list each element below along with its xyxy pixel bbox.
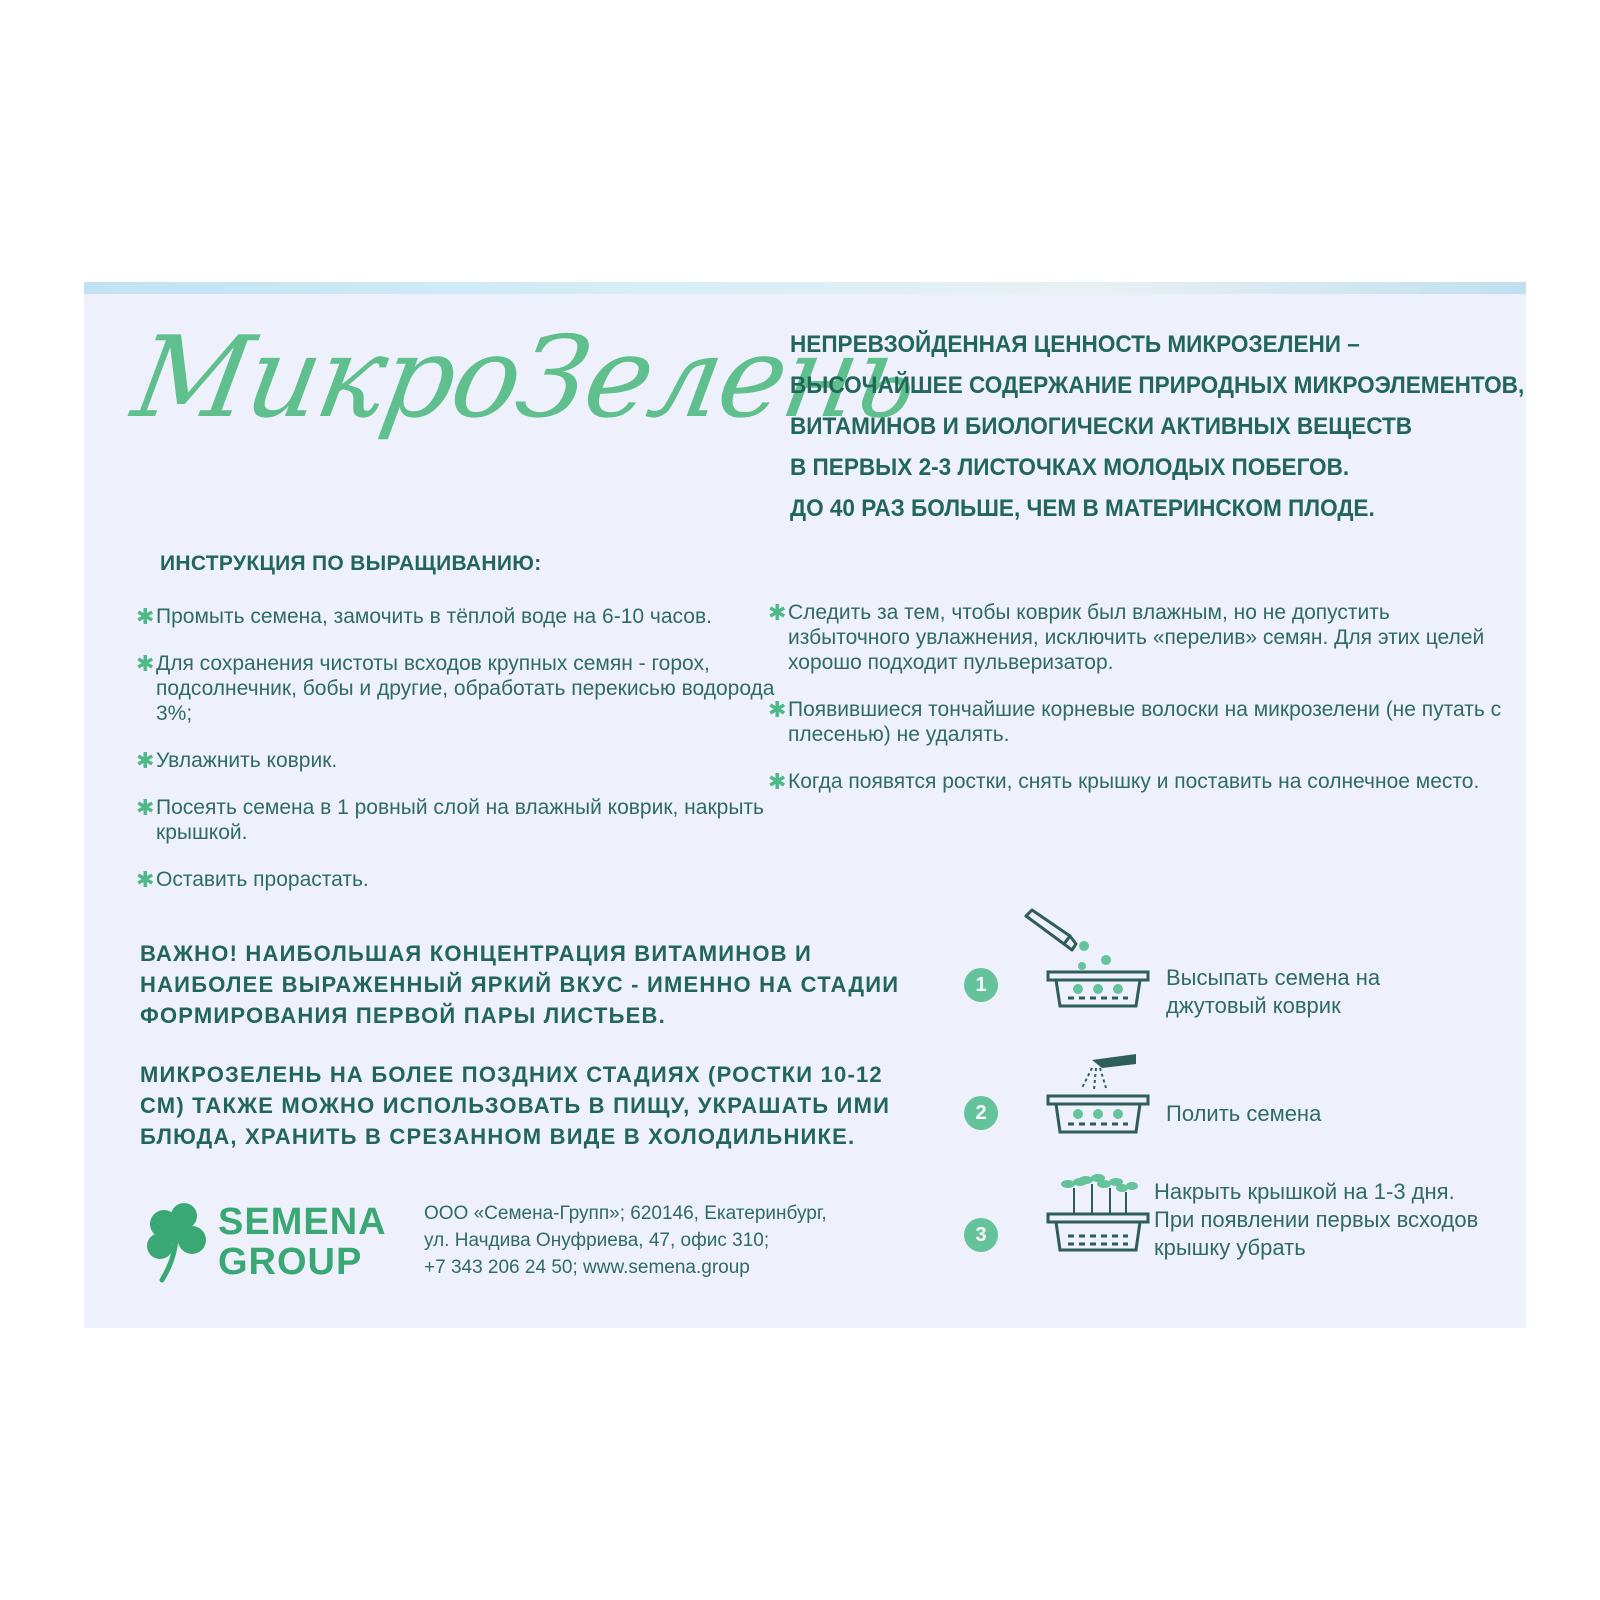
logo-line: SEMENA bbox=[218, 1201, 387, 1243]
clover-bullet-icon: ✱ bbox=[768, 769, 787, 794]
clover-logo-icon bbox=[138, 1200, 216, 1284]
clover-bullet-icon: ✱ bbox=[136, 867, 155, 892]
clover-bullet-icon: ✱ bbox=[136, 651, 155, 676]
picto-step-2 bbox=[964, 1050, 1524, 1160]
list-item: ✱ Появившиеся тончайшие корневые волоски на микрозелени (не путать с плесенью) не удалять. bbox=[768, 697, 1502, 746]
step-line: Высыпать семена на bbox=[1166, 965, 1381, 990]
address-line: ООО «Семена-Групп»; 620146, Екатеринбург, bbox=[424, 1203, 827, 1224]
important-paragraph: МИКРОЗЕЛЕНЬ НА БОЛЕЕ ПОЗДНИХ СТАДИЯХ (РОСТКИ 10-12 СМ) ТАКЖЕ МОЖНО ИСПОЛЬЗОВАТЬ В ПИЩУ, УКРАШАТЬ ИМИ БЛЮДА, ХРАНИТЬ В СРЕЗАННОМ ВИДЕ В ХОЛОДИЛЬНИКЕ. bbox=[140, 1062, 891, 1149]
step-description bbox=[1154, 1178, 1478, 1262]
clover-bullet-icon: ✱ bbox=[768, 600, 787, 625]
important-note bbox=[140, 938, 900, 1180]
step-number-badge: 3 bbox=[964, 1218, 998, 1252]
instructions-heading: ИНСТРУКЦИЯ ПО ВЫРАЩИВАНИЮ: bbox=[160, 552, 542, 575]
list-item: ✱ Когда появятся ростки, снять крышку и поставить на солнечное место. bbox=[768, 769, 1480, 794]
company-address bbox=[424, 1200, 827, 1281]
step-number-badge: 2 bbox=[964, 1096, 998, 1130]
picto-step-3 bbox=[964, 1164, 1524, 1284]
list-item: ✱ Следить за тем, чтобы коврик был влажным, но не допустить избыточного увлажнения, исключить «перелив» семян. Для этих целей хорошо подходит пульверизатор. bbox=[768, 600, 1485, 674]
list-item: ✱ Оставить прорастать. bbox=[136, 867, 369, 892]
step-line: джутовый коврик bbox=[1166, 993, 1341, 1018]
step-line: Накрыть крышкой на 1-3 дня. bbox=[1154, 1179, 1455, 1204]
intro-line: ВЫСОЧАЙШЕЕ СОДЕРЖАНИЕ ПРИРОДНЫХ МИКРОЭЛЕМЕНТОВ, bbox=[790, 372, 1525, 399]
list-item: ✱ Промыть семена, замочить в тёплой воде на 6-10 часов. bbox=[136, 604, 712, 629]
instructions-left-column bbox=[136, 604, 776, 914]
semena-group-logo bbox=[138, 1200, 408, 1284]
list-item: ✱ Посеять семена в 1 ровный слой на влажный коврик, накрыть крышкой. bbox=[136, 795, 764, 844]
step-line: крышку убрать bbox=[1154, 1235, 1306, 1260]
picto-step-1 bbox=[964, 906, 1524, 1046]
instruction-card bbox=[84, 282, 1526, 1328]
address-line: +7 343 206 24 50; www.semena.group bbox=[424, 1257, 750, 1278]
step-line: Полить семена bbox=[1166, 1101, 1322, 1126]
clover-bullet-icon: ✱ bbox=[768, 697, 787, 722]
intro-block bbox=[790, 324, 1525, 529]
logo-line: GROUP bbox=[218, 1241, 363, 1283]
step-line: При появлении первых всходов bbox=[1154, 1207, 1479, 1232]
step-description bbox=[1166, 964, 1380, 1020]
address-line: ул. Начдива Онуфриева, 47, офис 310; bbox=[424, 1230, 770, 1251]
instructions-right-column bbox=[768, 600, 1508, 816]
card-top-strip bbox=[84, 282, 1526, 294]
intro-line: В ПЕРВЫХ 2-3 ЛИСТОЧКАХ МОЛОДЫХ ПОБЕГОВ. bbox=[790, 454, 1350, 481]
list-item: ✱ Для сохранения чистоты всходов крупных семян - горох, подсолнечник, бобы и другие, обработать перекисью водорода 3%; bbox=[136, 651, 775, 725]
brand-script-title: МикроЗелень bbox=[124, 313, 927, 443]
clover-bullet-icon: ✱ bbox=[136, 604, 155, 629]
intro-line: ДО 40 РАЗ БОЛЬШЕ, ЧЕМ В МАТЕРИНСКОМ ПЛОДЕ. bbox=[790, 495, 1375, 522]
clover-bullet-icon: ✱ bbox=[136, 748, 155, 773]
seed-bottle-tray-icon bbox=[1012, 906, 1152, 1016]
step-description bbox=[1166, 1100, 1321, 1128]
watering-tray-icon bbox=[1012, 1050, 1152, 1160]
intro-line: НЕПРЕВЗОЙДЕННАЯ ЦЕННОСТЬ МИКРОЗЕЛЕНИ – bbox=[790, 331, 1360, 358]
sprouts-tray-icon bbox=[1012, 1164, 1152, 1274]
list-item: ✱ Увлажнить коврик. bbox=[136, 748, 338, 773]
logo-wordmark bbox=[218, 1202, 387, 1282]
step-number-badge: 1 bbox=[964, 968, 998, 1002]
clover-bullet-icon: ✱ bbox=[136, 795, 155, 820]
important-paragraph: ВАЖНО! НАИБОЛЬШАЯ КОНЦЕНТРАЦИЯ ВИТАМИНОВ И НАИБОЛЕЕ ВЫРАЖЕННЫЙ ЯРКИЙ ВКУС - ИМЕННО НА СТАДИИ ФОРМИРОВАНИЯ ПЕРВОЙ ПАРЫ ЛИСТЬЕВ. bbox=[140, 941, 900, 1028]
intro-line: ВИТАМИНОВ И БИОЛОГИЧЕСКИ АКТИВНЫХ ВЕЩЕСТВ bbox=[790, 413, 1413, 440]
